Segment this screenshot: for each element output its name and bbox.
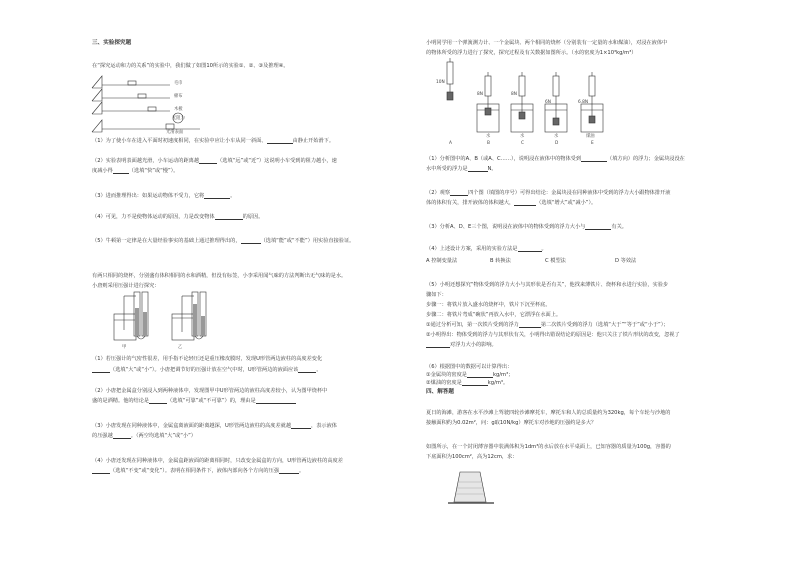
q2-part3-line2: 的压强越 。（两空均选填“大”或“小”） [92,433,196,439]
reading-c: 8N [511,92,517,97]
q3-part3: （3）分析A、D、E三个图，说明浸在液体中的物体受到的浮力大小与 有关。 [426,224,627,230]
q3-option-d: D 等效法 [615,258,637,264]
q3-part1-line1: （1）分析图中的A、B（或A、C……），说明浸在液体中的物体受到 （填方向）的浮力；金属块浸没在 [426,156,685,162]
q4-line1: 夏日的海滩，游客在水平沙滩上驾驶四轮沙滩摩托车，摩托车和人的总质量约为320kg，每个车轮与沙地的 [426,410,671,416]
q3-step2: 步骤二：将铁片弯成“碗状”再放入水中，它漂浮在水面上。 [426,312,562,318]
q4-line2: 接触面积约为0.02m²，问：g取10N/kg）摩托车对沙地的压强约是多大？ [426,420,597,426]
q2-part2-line1: （2）小唐把金属盒分别浸入到两种液体中，发现图甲中U形管两边的液柱高度差较小，认为图甲烧杯中 [92,388,328,394]
reading-b: 8N [477,92,483,97]
pressure-gauge-figure [110,288,220,344]
q3-part6-b: ②煤油的密度是 kg/m³。 [426,380,509,386]
q1-part5: （5）牛顿第一定律是在大量经验事实的基础上通过推理得出的， （选填“能”或“不能”）用实验直接验证。 [92,238,355,244]
fig-letter-a: A [449,141,452,146]
q3-step-analysis-b1: ②小明得出：物体受到的浮力与其形状有关，小明得出错误结论的原因是：他只关注了铁片形状的改变，忽视了 [426,332,680,338]
fig-label-yi: 乙 [178,345,183,350]
q3-step-analysis-b2: 对浮力大小的影响。 [426,342,497,348]
q1-part1: （1）为了使小车在进入平面时初速度相同，在实验中应让小车从同一斜面、 由静止开始滑下。 [92,138,335,144]
cup-label-c: 水 [520,134,525,139]
q3-step-analysis-a: ①通过分析可知，第一次铁片受到的浮力 第二次铁片受到的浮力（选填“大于”“等于”或“小于”）； [426,322,669,328]
q2-part1-line1: （1）若压强计的气密性很差，用手指不论轻压还是重压橡皮膜时，发现U形管两边液柱的高度差变化 [92,356,323,362]
fig-label-board: 木板 [174,107,183,112]
q2-part3-line1: （3）小唐发现在同种液体中，金属盒离液面的距离越深，U形管两边液柱的高度差就越 ，表示液体 [92,423,337,429]
q5-line1: 如图所示，在一个封闭薄容器中装满体积为1dm³的水后放在水平桌面上，已知容器的质量为100g，容器的 [426,444,671,450]
q3-step1: 步骤一：将铁片放入盛水的烧杯中，铁片下沉至杯底。 [426,302,551,308]
fig-label-jia: 甲 [122,345,127,350]
q3-intro-line2: 的物体所受的浮力进行了探究，探究过程及有关数据如图所示。（水的密度为1×10³kg/m³） [426,50,637,56]
cup-label-d: 水 [554,134,559,139]
q3-part5-line2: 骤如下： [426,292,447,298]
section4-title: 四、解答题 [426,389,454,395]
fig-letter-e: E [591,141,594,146]
reading-d: 6N [545,100,551,105]
fig-label-towel: 毛巾 [174,81,183,86]
reading-e: 6.8N [578,100,589,105]
q3-part1-line2: 水中所受的浮力是 N。 [426,166,497,172]
fig-label-no-friction: 无阻力 [172,116,185,121]
fig-letter-c: C [521,141,525,146]
cup-label-b: 水 [486,134,491,139]
fig-letter-b: B [487,141,490,146]
q3-part6: （6）根据图中的数据可以计算得出： [426,364,513,370]
q3-option-a: A 控制变量法 [426,258,458,264]
q3-option-c: C 模型法 [545,258,566,264]
q3-part2-line1: （2）观察 四个图（填图的序号）可得出结论：金属块浸在同种液体中受到的浮力大小跟物体排开液 [426,190,671,196]
container-figure [446,468,496,508]
fig-label-smooth: 光滑表面 [166,130,184,135]
q1-part2-line2: 度减小得 （选填“快”或“慢”）。 [92,168,179,174]
reading-a: 10N [436,80,445,85]
q2-part1-line2: （选填“大”或“小”）。小唐把调节好的压强计放在空气中时，U形管两边的液面应该 。 [92,367,322,373]
q3-part5-line1: （5）小明还想探究“物体受到的浮力大小与其形状是否有关”，他找来薄铁片、烧杯和水进行实验，实验步 [426,282,669,288]
q2-part4-line1: （4）小唐还发现在同种液体中，金属盒距液面的距离相同时，只改变金属盒的方向，U形管两边液柱的高度差 [92,458,343,464]
q1-part2-line1: （2）实验表明表面越光滑，小车运动的距离越 （选填“远”或“近”）这说明小车受到的阻力越小，速 [92,158,337,164]
fig-letter-d: D [555,141,559,146]
section-title: 三、实验探究题 [92,40,132,46]
q3-part6-a: ①金属块的密度是 kg/m³； [426,372,514,378]
incline-figure [90,68,210,138]
cup-label-e: 煤油 [586,134,595,139]
q2-part4-line2: （选填“不变”或“变化”）。表明在相同条件下，液体内部向各个方向的压强 。 [92,468,304,474]
q1-part4: （4）可见，力不是使物体运动的原因，力是改变物体 的原因。 [92,214,264,220]
q2-intro-line1: 有两只相同的烧杯，分别盛有体积相同的水和酒精，但没有标签，小李采用闻气味的方法判断出无气味的是水。 [92,273,347,279]
q3-part2-line2: 体的体积有关，排开液体的体积越大， （选填“增大”或“减小”）。 [426,200,597,206]
q5-line2: 下底面积为100cm²，高为12cm，求： [426,454,518,460]
q1-intro: 在“探究运动和力的关系”的实验中，我们做了如图10所示的实验①、②、③及推理④。 [92,63,289,69]
q3-part4: （4）上述设计方案，采用的实验方法是 。 [426,246,547,252]
q2-intro-line2: 小唐则采用压强计进行探究： [92,283,160,289]
q1-part3: （3）进而推理得出：如果运动物体不受力，它将 。 [92,193,236,199]
q3-option-b: B 转换法 [490,258,511,264]
q2-part2-line2: 盛的是酒精。他的结论是 （选填“可靠”或“不可靠”）的，理由是 [92,398,296,404]
q3-intro-line1: 小明同学用一个弹簧测力计、一个金属块、两个相同的烧杯（分别装有一定量的水和煤油），对浸在液体中 [426,40,668,46]
fig-label-cotton: 棉布 [174,94,183,99]
